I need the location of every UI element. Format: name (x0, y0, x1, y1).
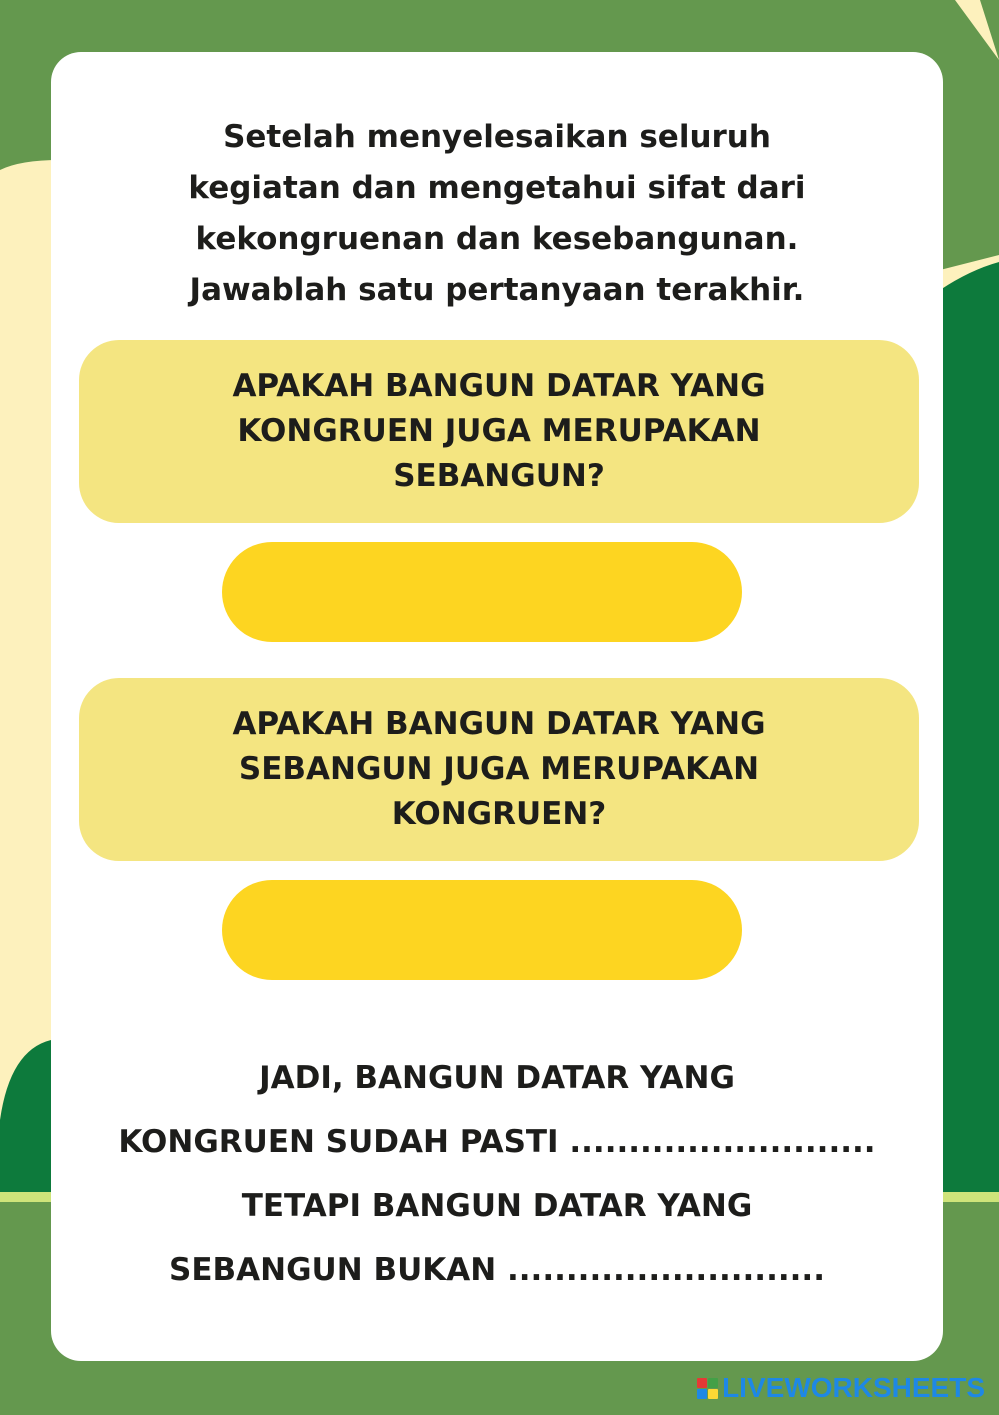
liveworksheets-logo-icon (697, 1378, 718, 1399)
question-2-text: APAKAH BANGUN DATAR YANG SEBANGUN JUGA MERUPAKAN KONGRUEN? (232, 706, 766, 832)
conclusion-line-1: JADI, BANGUN DATAR YANG (259, 1060, 735, 1096)
question-1-text: APAKAH BANGUN DATAR YANG KONGRUEN JUGA MERUPAKAN SEBANGUN? (232, 368, 766, 494)
logo-square-red (697, 1378, 707, 1388)
conclusion-line-4: SEBANGUN BUKAN ........................... (169, 1252, 825, 1288)
conclusion-block (51, 1046, 943, 1302)
logo-square-yellow (708, 1389, 718, 1399)
answer-1-input[interactable] (222, 542, 742, 642)
intro-instructions: Setelah menyelesaikan seluruh kegiatan dan mengetahui sifat dari kekongruenan dan kesebangunan. Jawablah satu pertanyaan terakhir. (188, 119, 806, 308)
question-2-box (79, 678, 919, 861)
brand-name: LIVEWORKSHEETS (722, 1372, 985, 1403)
answer-2-input[interactable] (222, 880, 742, 980)
question-1-box (79, 340, 919, 523)
conclusion-line-2: KONGRUEN SUDAH PASTI .......................... (118, 1124, 876, 1160)
logo-square-blue (697, 1389, 707, 1399)
logo-square-green (708, 1378, 718, 1388)
conclusion-line-3: TETAPI BANGUN DATAR YANG (241, 1188, 753, 1224)
worksheet-card (51, 52, 943, 1361)
liveworksheets-branding (697, 1372, 985, 1404)
